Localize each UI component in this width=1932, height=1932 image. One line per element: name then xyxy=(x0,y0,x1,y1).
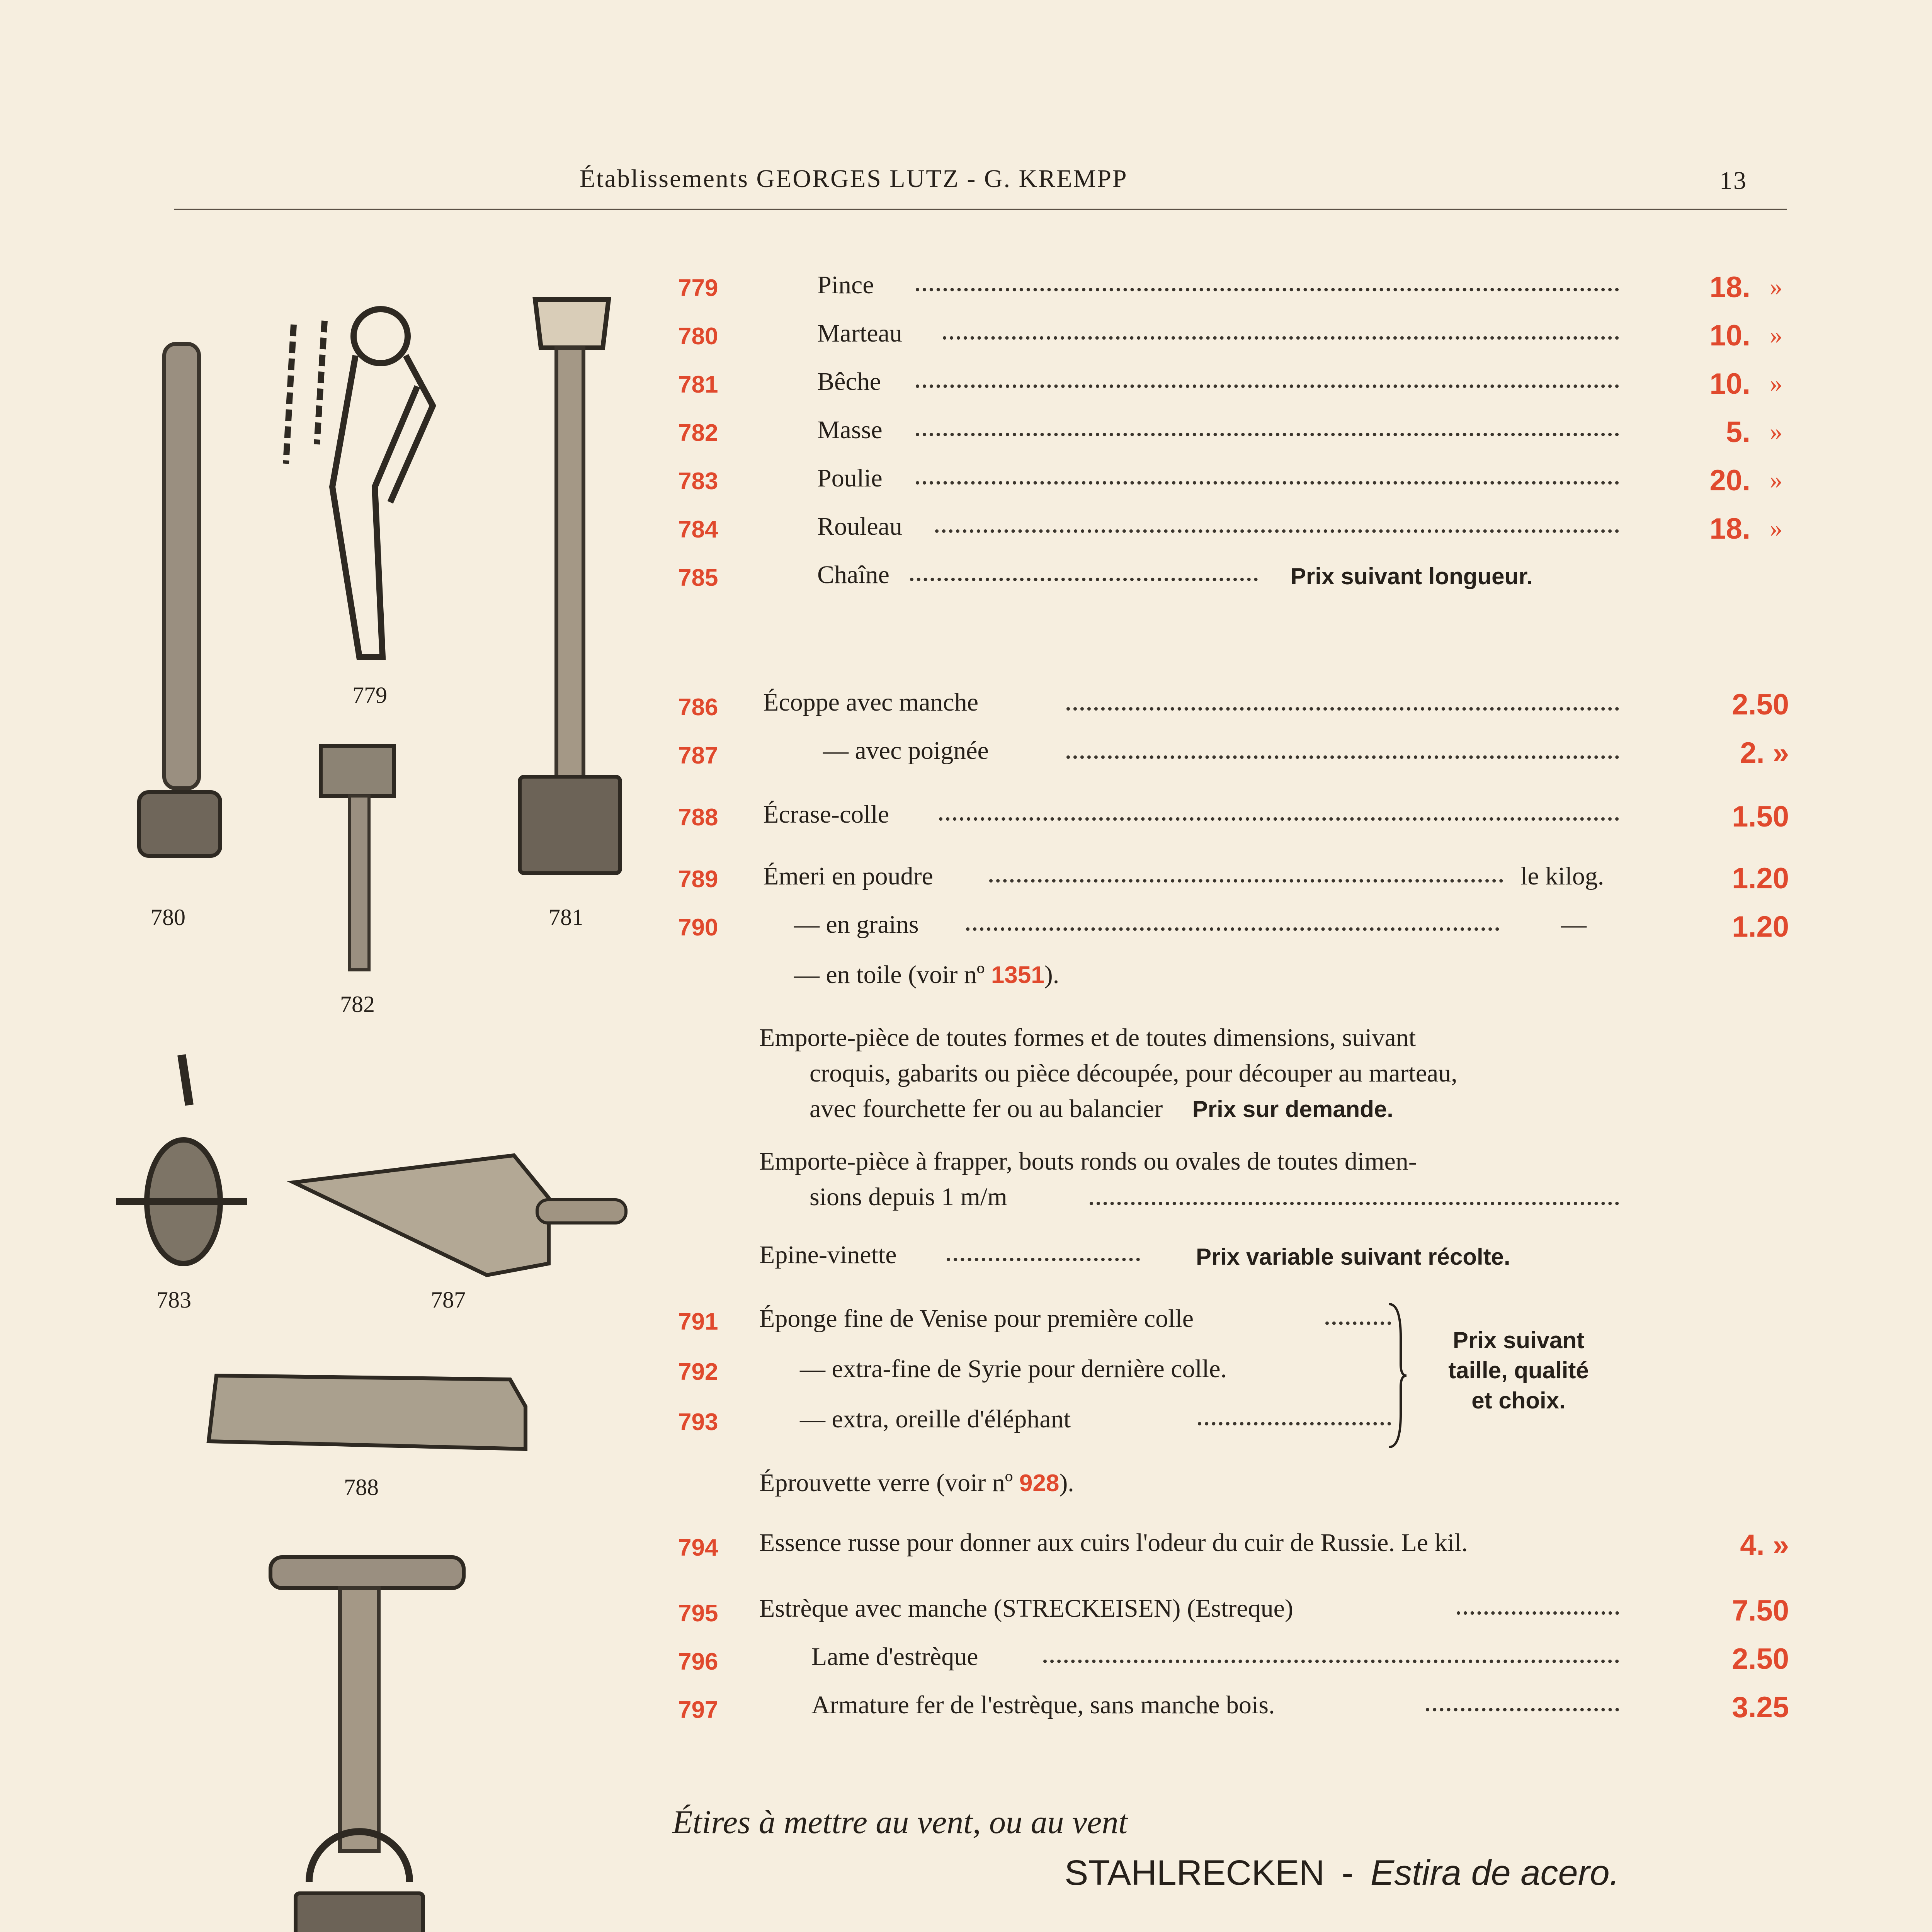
page-number: 13 xyxy=(1719,167,1747,195)
cross-reference-end: ). xyxy=(1059,1469,1074,1497)
dot-leader xyxy=(935,529,1619,533)
dot-leader xyxy=(916,288,1619,291)
paragraph-line xyxy=(759,1091,1629,1127)
item-price: 2.50 xyxy=(1732,688,1789,721)
item-unit: — xyxy=(1561,910,1587,939)
price-note-line: Prix suivant xyxy=(1452,1327,1585,1353)
price-suffix: » xyxy=(1770,369,1782,398)
item-price: 5. xyxy=(1726,416,1750,449)
dot-leader xyxy=(1325,1321,1391,1325)
item-label: Essence russe pour donner aux cuirs l'odeur du cuir de Russie. Le kil. xyxy=(759,1529,1468,1557)
dot-leader xyxy=(1198,1422,1391,1425)
item-label: — extra, oreille d'éléphant xyxy=(800,1405,1071,1433)
item-label: — en grains xyxy=(794,910,919,939)
item-label: Écoppe avec manche xyxy=(763,688,979,716)
item-number: 789 xyxy=(678,866,718,893)
price-note: Prix sur demande. xyxy=(1192,1096,1393,1122)
item-price: 2. » xyxy=(1740,736,1789,769)
section-title-spanish: Estira de acero. xyxy=(1370,1853,1620,1893)
item-unit: le kilog. xyxy=(1520,862,1604,890)
price-note xyxy=(1406,1325,1631,1416)
paragraph-line-text: avec fourchette fer ou au balancier xyxy=(810,1095,1163,1123)
item-label: Rouleau xyxy=(817,512,902,541)
item-number: 792 xyxy=(678,1359,718,1385)
item-label: Epine-vinette xyxy=(759,1241,897,1269)
tongs-chain-icon xyxy=(286,309,433,657)
section-title-separator: - xyxy=(1342,1853,1354,1893)
item-number: 795 xyxy=(678,1600,718,1627)
item-label: — extra-fine de Syrie pour dernière colle. xyxy=(800,1355,1227,1383)
cross-reference-line xyxy=(794,960,1059,990)
item-price: 10. xyxy=(1709,367,1750,400)
section-title: Étires à mettre au vent, ou au vent xyxy=(672,1803,1128,1840)
figure-label: 779 xyxy=(352,682,387,708)
mallet-icon xyxy=(139,344,220,856)
figure-label: 788 xyxy=(344,1475,379,1500)
cross-reference-link[interactable]: 928 xyxy=(1019,1470,1060,1497)
dot-leader xyxy=(910,578,1258,581)
item-price: 4. » xyxy=(1740,1529,1789,1561)
item-label: Masse xyxy=(817,416,883,444)
item-price: 10. xyxy=(1709,319,1750,352)
emporte-piece-paragraph-1 xyxy=(759,1020,1629,1127)
price-note: Prix variable suivant récolte. xyxy=(1196,1244,1510,1270)
dot-leader xyxy=(966,927,1499,931)
dot-leader xyxy=(916,433,1619,436)
dot-leader xyxy=(1066,707,1619,711)
item-price: 2.50 xyxy=(1732,1643,1789,1675)
dot-leader xyxy=(1043,1660,1619,1663)
price-suffix: » xyxy=(1770,321,1782,349)
spade-icon xyxy=(520,299,620,873)
item-price: 18. xyxy=(1709,512,1750,545)
paragraph-line: sions depuis 1 m/m xyxy=(810,1183,1007,1211)
item-number: 787 xyxy=(678,742,718,769)
price-suffix: » xyxy=(1770,466,1782,494)
item-label: — avec poignée xyxy=(823,736,989,765)
item-label: Lame d'estrèque xyxy=(811,1643,978,1671)
dot-leader xyxy=(916,384,1619,388)
item-number: 797 xyxy=(678,1697,718,1723)
sledgehammer-icon xyxy=(321,746,394,970)
item-label: Bêche xyxy=(817,367,881,396)
item-label: Armature fer de l'estrèque, sans manche bois. xyxy=(811,1691,1275,1719)
dot-leader xyxy=(943,336,1619,340)
scoop-icon xyxy=(294,1155,626,1275)
dot-leader xyxy=(989,879,1503,883)
item-label: Poulie xyxy=(817,464,883,492)
figure-label: 783 xyxy=(156,1287,191,1313)
item-number: 794 xyxy=(678,1534,718,1561)
price-suffix: » xyxy=(1770,273,1782,301)
dot-leader xyxy=(947,1258,1140,1261)
item-label: Écrase-colle xyxy=(763,800,889,828)
figure-label: 780 xyxy=(151,905,185,930)
cross-reference-line xyxy=(759,1468,1074,1498)
dot-leader xyxy=(1066,755,1619,759)
dot-leader xyxy=(939,817,1619,821)
item-number: 791 xyxy=(678,1308,718,1335)
running-header: Établissements GEORGES LUTZ - G. KREMPP xyxy=(580,165,1128,193)
paragraph-line: Emporte-pièce de toutes formes et de toutes dimensions, suivant xyxy=(759,1024,1416,1052)
glue-crusher-icon xyxy=(209,1376,526,1449)
item-number: 784 xyxy=(678,516,718,543)
item-label: Éponge fine de Venise pour première colle xyxy=(759,1304,1194,1333)
dot-leader xyxy=(1457,1611,1619,1615)
brace-icon xyxy=(1385,1302,1408,1449)
price-note-line: taille, qualité xyxy=(1448,1357,1589,1383)
section-title-german: STAHLRECKEN xyxy=(1065,1853,1325,1893)
dot-leader xyxy=(916,481,1619,485)
item-number: 796 xyxy=(678,1648,718,1675)
item-number: 790 xyxy=(678,914,718,941)
cross-reference-link[interactable]: 1351 xyxy=(991,962,1044,988)
item-number: 788 xyxy=(678,804,718,831)
item-price: 18. xyxy=(1709,271,1750,304)
dot-leader xyxy=(1426,1708,1619,1711)
cross-reference-label: Éprouvette verre (voir nº xyxy=(759,1469,1013,1497)
item-price: 20. xyxy=(1709,464,1750,497)
item-number: 785 xyxy=(678,565,718,591)
price-suffix: » xyxy=(1770,418,1782,446)
dot-leader xyxy=(1090,1202,1619,1205)
item-number: 793 xyxy=(678,1409,718,1435)
price-note-line: et choix. xyxy=(1471,1388,1566,1413)
paragraph-line: Emporte-pièce à frapper, bouts ronds ou ovales de toutes dimen- xyxy=(759,1147,1417,1175)
item-number: 782 xyxy=(678,420,718,446)
item-number: 779 xyxy=(678,275,718,301)
item-label: Estrèque avec manche (STRECKEISEN) (Estreque) xyxy=(759,1594,1293,1622)
item-price: 1.50 xyxy=(1732,800,1789,833)
item-label: Marteau xyxy=(817,319,902,347)
paragraph-line: croquis, gabarits ou pièce découpée, pour découper au marteau, xyxy=(810,1059,1458,1087)
item-number: 780 xyxy=(678,323,718,350)
item-number: 786 xyxy=(678,694,718,721)
item-price: 7.50 xyxy=(1732,1594,1789,1627)
figure-label: 787 xyxy=(431,1287,466,1313)
item-number: 781 xyxy=(678,371,718,398)
section-subtitle xyxy=(1065,1853,1619,1893)
item-label: Chaîne xyxy=(817,561,889,589)
item-label: Pince xyxy=(817,271,874,299)
price-note: Prix suivant longueur. xyxy=(1291,563,1533,589)
item-label: Émeri en poudre xyxy=(763,862,933,890)
item-number: 783 xyxy=(678,468,718,495)
price-suffix: » xyxy=(1770,514,1782,543)
item-price: 3.25 xyxy=(1732,1691,1789,1724)
cross-reference-label: — en toile (voir nº xyxy=(794,961,985,989)
figure-label: 781 xyxy=(549,905,583,930)
stretcher-icon xyxy=(270,1557,464,1932)
cross-reference-end: ). xyxy=(1044,961,1060,989)
figure-label: 782 xyxy=(340,992,375,1017)
pulley-icon xyxy=(116,1055,247,1264)
item-price: 1.20 xyxy=(1732,862,1789,895)
item-price: 1.20 xyxy=(1732,910,1789,943)
